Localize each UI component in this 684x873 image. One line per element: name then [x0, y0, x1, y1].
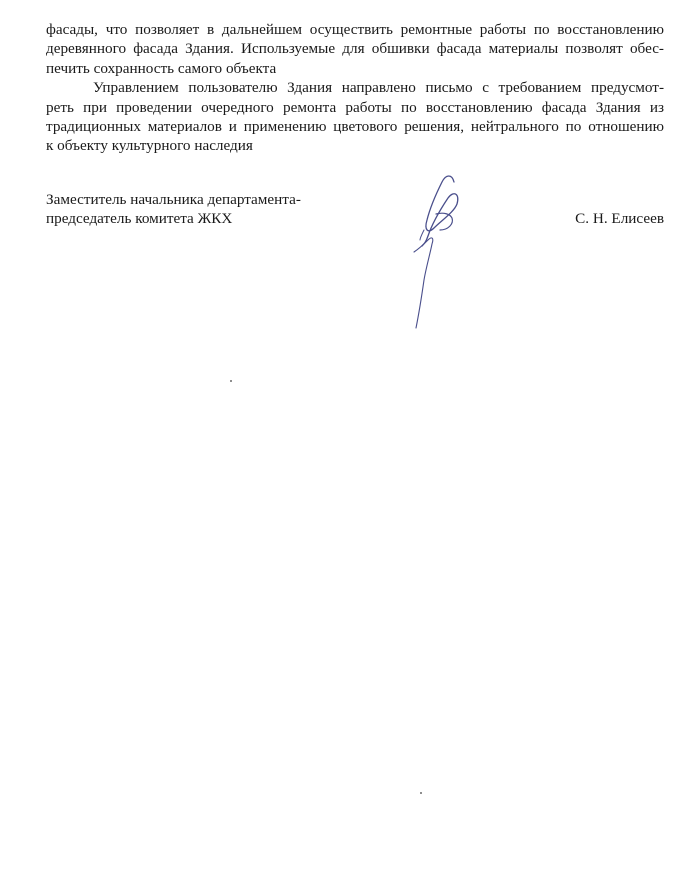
text-line: традиционных материалов и применению цветового решения, нейтрального по отношению: [46, 118, 664, 136]
scan-speck: [420, 792, 422, 794]
text-line: печить сохранность самого объекта: [46, 59, 277, 77]
signature-stroke: [422, 176, 458, 246]
signature-stroke: [436, 213, 452, 230]
text-line: деревянного фасада Здания. Используемые для обшивки фасада материалы позволят обес-: [46, 40, 664, 58]
paragraph-continuation: [46, 20, 664, 78]
signature-stroke: [414, 238, 433, 328]
text-line: к объекту культурного наследия: [46, 137, 253, 155]
text-line: фасады, что позволяет в дальнейшем осуществить ремонтные работы по восстановлению: [46, 21, 664, 38]
scan-speck: [230, 380, 232, 382]
paragraph-letter-sent: [46, 78, 664, 156]
signatory-position-line: Заместитель начальника департамента-: [46, 191, 301, 208]
signatory-position-line: председатель комитета ЖКХ: [46, 210, 233, 228]
signatory-name: С. Н. Елисеев: [575, 210, 664, 227]
signature-block: [46, 190, 664, 229]
letter-body: [46, 20, 664, 156]
text-line: Управлением пользователю Здания направлено письмо с требованием предусмот-: [93, 79, 664, 97]
handwritten-signature: [402, 168, 472, 336]
text-line: реть при проведении очередного ремонта работы по восстановлению фасада Здания из: [46, 98, 664, 116]
signature-stroke: [420, 230, 424, 240]
signatory-position: [46, 190, 664, 229]
